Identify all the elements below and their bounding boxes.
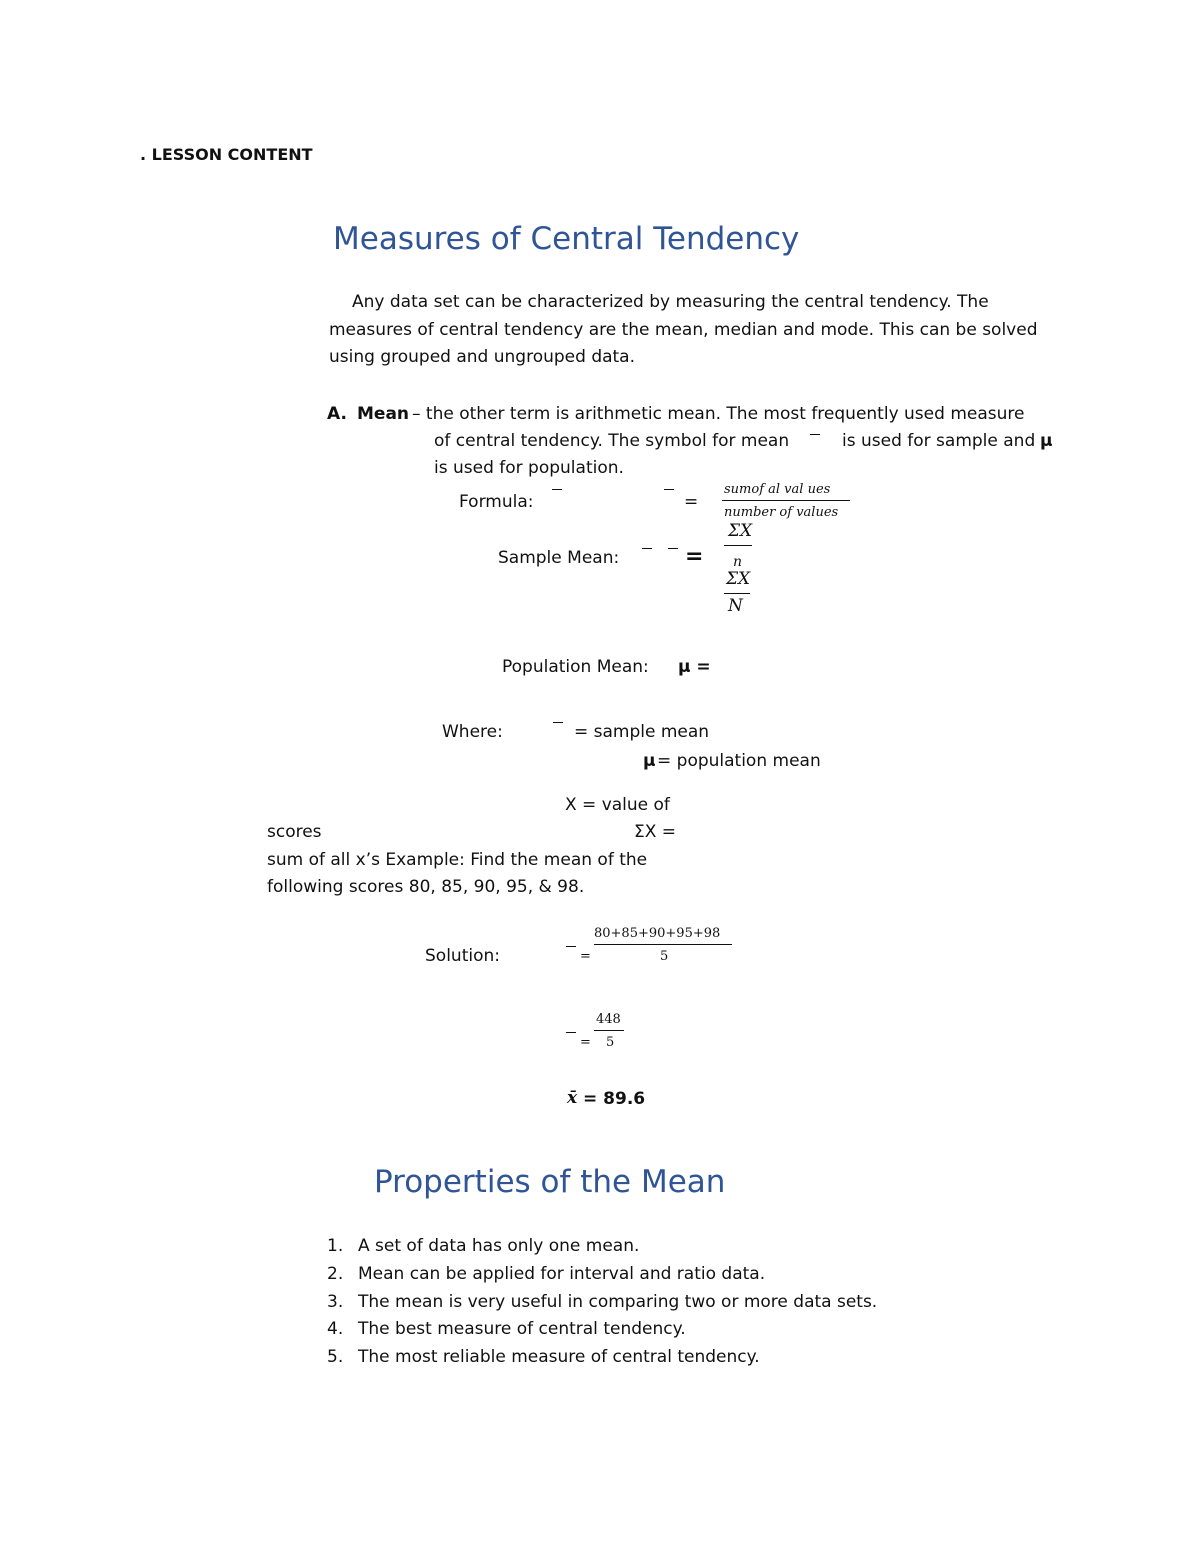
property-number-3: 3. xyxy=(327,1292,344,1312)
solution-fraction-bar-2 xyxy=(594,1030,624,1031)
where-population-mean: = population mean xyxy=(657,751,821,771)
sample-numerator: ΣX xyxy=(728,521,753,541)
x-definition: X = value of xyxy=(565,795,670,815)
sample-xbar-macron xyxy=(642,548,652,549)
mean-definition-line-2: of central tendency. The symbol for mean xyxy=(434,431,790,451)
formula-equals: = xyxy=(684,492,699,512)
formula-fraction-bar xyxy=(722,500,850,501)
section-title-central-tendency: Measures of Central Tendency xyxy=(333,221,800,257)
where-xbar-macron xyxy=(553,722,563,723)
section-title-properties: Properties of the Mean xyxy=(374,1164,726,1200)
solution-xbar-macron-2 xyxy=(566,1032,576,1033)
property-number-5: 5. xyxy=(327,1347,344,1367)
section-label: . LESSON CONTENT xyxy=(140,145,313,164)
sample-fraction-bar xyxy=(724,545,752,546)
property-number-2: 2. xyxy=(327,1264,344,1284)
solution-xbar-macron-1 xyxy=(566,946,576,947)
solution-numerator-1: 80+85+90+95+98 xyxy=(594,926,721,941)
sample-mean-label: Sample Mean: xyxy=(498,548,620,568)
solution-denominator-2: 5 xyxy=(606,1035,615,1050)
mean-definition-line-3: is used for population. xyxy=(434,458,624,478)
result-value: = 89.6 xyxy=(583,1089,646,1109)
formula-denominator: number of values xyxy=(724,505,839,520)
mean-definition-line-1: – the other term is arithmetic mean. The most frequently used measure xyxy=(412,404,1025,424)
mu-symbol: μ xyxy=(1040,431,1053,451)
example-scores: following scores 80, 85, 90, 95, & 98. xyxy=(267,877,585,897)
formula-label: Formula: xyxy=(459,492,534,512)
property-text-5: The most reliable measure of central tendency. xyxy=(358,1347,760,1367)
list-marker-a: A. xyxy=(327,404,347,424)
solution-equals-1: = xyxy=(580,949,591,964)
intro-line-1: Any data set can be characterized by measuring the central tendency. The xyxy=(352,292,989,312)
formula-xbar-macron-2 xyxy=(664,489,674,490)
property-number-1: 1. xyxy=(327,1236,344,1256)
sample-denominator: n xyxy=(733,554,743,570)
solution-label: Solution: xyxy=(425,946,500,966)
property-text-3: The mean is very useful in comparing two or more data sets. xyxy=(358,1292,878,1312)
property-number-4: 4. xyxy=(327,1319,344,1339)
scores-word: scores xyxy=(267,822,322,842)
where-mu-symbol: μ xyxy=(643,751,656,771)
sum-definition-example: sum of all x’s Example: Find the mean of the xyxy=(267,850,648,870)
sigma-definition: ΣX = xyxy=(634,822,677,842)
population-mean-equation: μ = xyxy=(678,657,711,677)
formula-xbar-macron xyxy=(552,489,562,490)
where-label: Where: xyxy=(442,722,503,742)
mean-definition-line-2b: is used for sample and xyxy=(842,431,1036,451)
sample-equals: = xyxy=(685,544,704,569)
property-text-2: Mean can be applied for interval and ratio data. xyxy=(358,1264,766,1284)
formula-numerator: sumof al val ues xyxy=(724,482,831,497)
population-denominator: N xyxy=(728,596,743,616)
intro-line-2: measures of central tendency are the mean, median and mode. This can be solved xyxy=(329,320,1038,340)
property-text-4: The best measure of central tendency. xyxy=(358,1319,686,1339)
solution-equals-2: = xyxy=(580,1035,591,1050)
population-mean-label: Population Mean: xyxy=(502,657,649,677)
intro-line-3: using grouped and ungrouped data. xyxy=(329,347,636,367)
result-xbar-symbol: x̄ xyxy=(567,1088,578,1108)
mean-term: Mean xyxy=(357,404,410,424)
solution-numerator-2: 448 xyxy=(596,1012,621,1027)
where-sample-mean: = sample mean xyxy=(574,722,710,742)
xbar-macron xyxy=(810,434,820,435)
population-numerator: ΣX xyxy=(726,569,751,589)
solution-denominator-1: 5 xyxy=(660,949,669,964)
sample-xbar-macron-2 xyxy=(668,548,678,549)
solution-fraction-bar-1 xyxy=(594,944,732,945)
property-text-1: A set of data has only one mean. xyxy=(358,1236,640,1256)
population-fraction-bar xyxy=(724,593,750,594)
